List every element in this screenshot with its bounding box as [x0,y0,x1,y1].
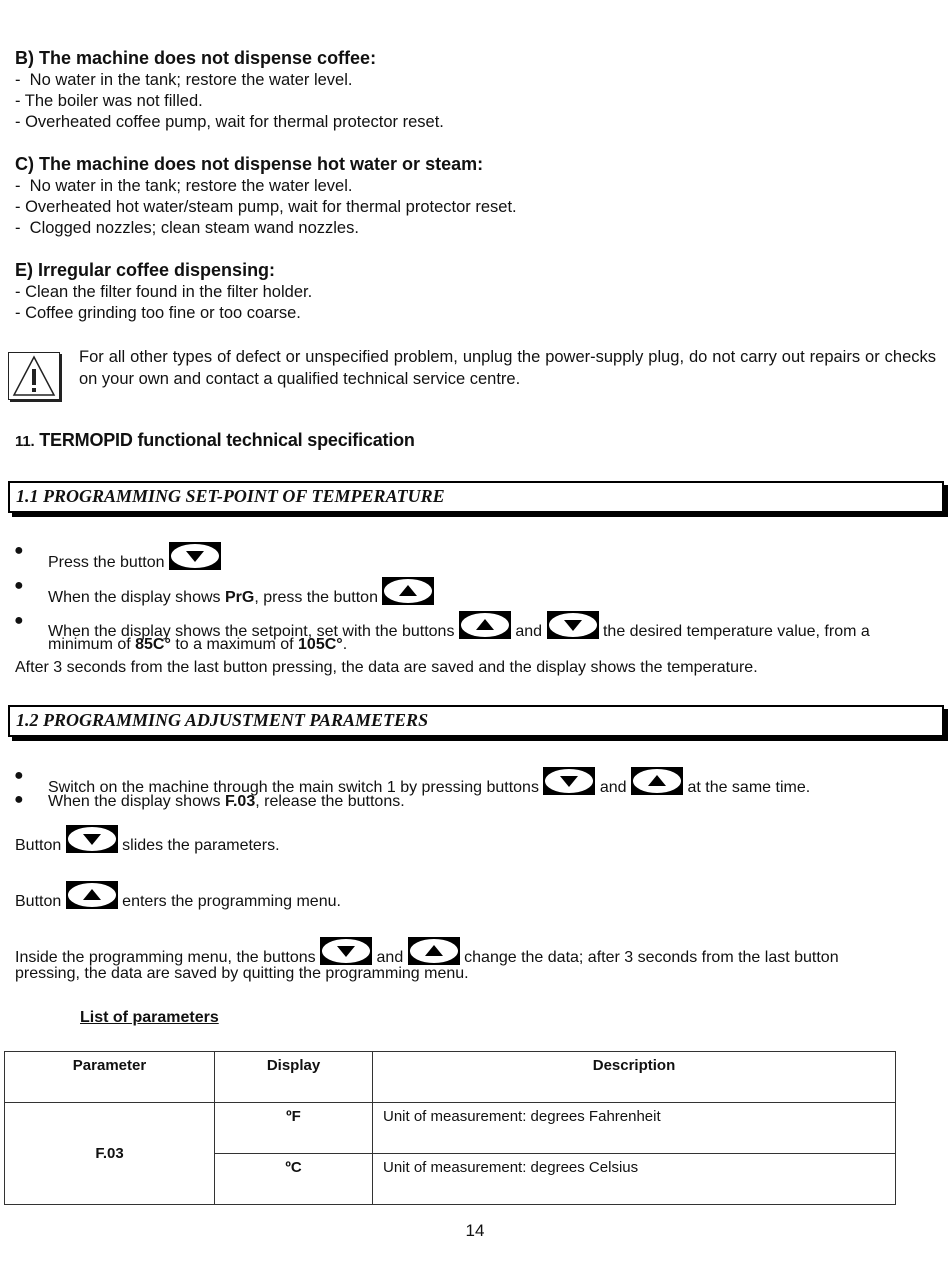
down-arrow-button-icon [547,611,599,639]
warning-text: For all other types of defect or unspecified problem, unplug the power-supply plug, do not carry out repairs or checks on your own and contact a qualified technical service centre. [79,348,936,388]
line-pre: Inside the programming menu, the buttons [15,949,316,966]
line-post: change the data; after 3 seconds from the last button [464,949,839,966]
section-1-1-title: 1.1 PROGRAMMING SET-POINT OF TEMPERATURE [16,486,445,506]
parameters-table [4,1051,896,1205]
min-temperature: 85C° [135,636,171,653]
bullet-text-post: , release the buttons. [255,793,405,810]
bullet-text-pre: When the display shows the setpoint, set with the buttons [48,623,455,640]
header-display: Display [215,1052,373,1103]
line-pre: Button [15,893,62,910]
list-of-parameters-heading: List of parameters [80,1009,219,1026]
max-temperature: 105C° [298,636,343,653]
section-c-title: C) The machine does not dispense hot water or steam: [15,154,484,174]
bullet-text-post: the desired temperature value, from a [602,623,870,640]
section-1-1-note: After 3 seconds from the last button pressing, the data are saved and the display shows the temperature. [15,659,758,676]
section-b-title: B) The machine does not dispense coffee: [15,48,377,68]
section-b-line-2: - The boiler was not filled. [15,92,203,110]
down-button-description [15,825,280,857]
section-e-line-2: - Coffee grinding too fine or too coarse. [15,304,301,322]
table-header-row [5,1052,896,1103]
line-pre: Button [15,837,62,854]
up-arrow-button-icon [382,577,434,605]
up-arrow-button-icon [459,611,511,639]
section-e-title: E) Irregular coffee dispensing: [15,260,276,280]
bullet-line2-pre: minimum of [48,636,136,653]
bullet-text-pre: Switch on the machine through the main switch 1 by pressing buttons [48,779,539,796]
inside-menu-line-2: pressing, the data are saved by quitting the programming menu. [15,965,469,982]
conjunction-and: and [376,949,404,966]
page-number: 14 [465,1221,485,1240]
table-row [5,1103,896,1154]
chapter-number: 11. [15,433,35,450]
display-cell: ºC [215,1154,373,1205]
section-e-line-1: - Clean the filter found in the filter holder. [15,283,313,301]
chapter-title: TERMOPID functional technical specification [39,430,415,450]
up-arrow-button-icon [66,881,118,909]
header-description: Description [373,1052,896,1103]
line-post: slides the parameters. [122,837,280,854]
bullet-line2-mid: to a maximum of [170,636,299,653]
section-c-line-1: - No water in the tank; restore the water level. [15,177,353,195]
display-code-prg: PrG [224,589,255,606]
bullet-text-post: , press the button [254,589,378,606]
section-c-line-3: - Clogged nozzles; clean steam wand nozzles. [15,219,359,237]
up-arrow-button-icon [408,937,460,965]
bullet-text: Press the button [48,554,165,571]
description-cell: Unit of measurement: degrees Celsius [373,1154,896,1205]
bullet-text-post: at the same time. [687,779,811,796]
down-arrow-button-icon [66,825,118,853]
line-post: enters the programming menu. [122,893,341,910]
down-arrow-button-icon [320,937,372,965]
section-b-line-3: - Overheated coffee pump, wait for thermal protector reset. [15,113,444,131]
display-cell: ºF [215,1103,373,1154]
up-button-description [15,881,341,913]
section-1-2-title: 1.2 PROGRAMMING ADJUSTMENT PARAMETERS [16,710,429,730]
section-1-2-banner [8,705,944,737]
bullet-line2-post: . [342,636,348,653]
header-parameter: Parameter [5,1052,215,1103]
warning-triangle-icon [8,352,60,400]
description-cell: Unit of measurement: degrees Fahrenheit [373,1103,896,1154]
down-arrow-button-icon [169,542,221,570]
section-b-line-1: - No water in the tank; restore the water level. [15,71,353,89]
up-arrow-button-icon [631,767,683,795]
parameter-cell: F.03 [5,1103,215,1205]
down-arrow-button-icon [543,767,595,795]
section-c-line-2: - Overheated hot water/steam pump, wait for thermal protector reset. [15,198,517,216]
bullet-text-pre: When the display shows [48,793,225,810]
section-1-1-banner [8,481,944,513]
bullet-text-pre: When the display shows [48,589,225,606]
conjunction-and: and [515,623,543,640]
chapter-heading [15,430,415,451]
display-code-f03: F.03 [224,793,256,810]
conjunction-and: and [599,779,627,796]
